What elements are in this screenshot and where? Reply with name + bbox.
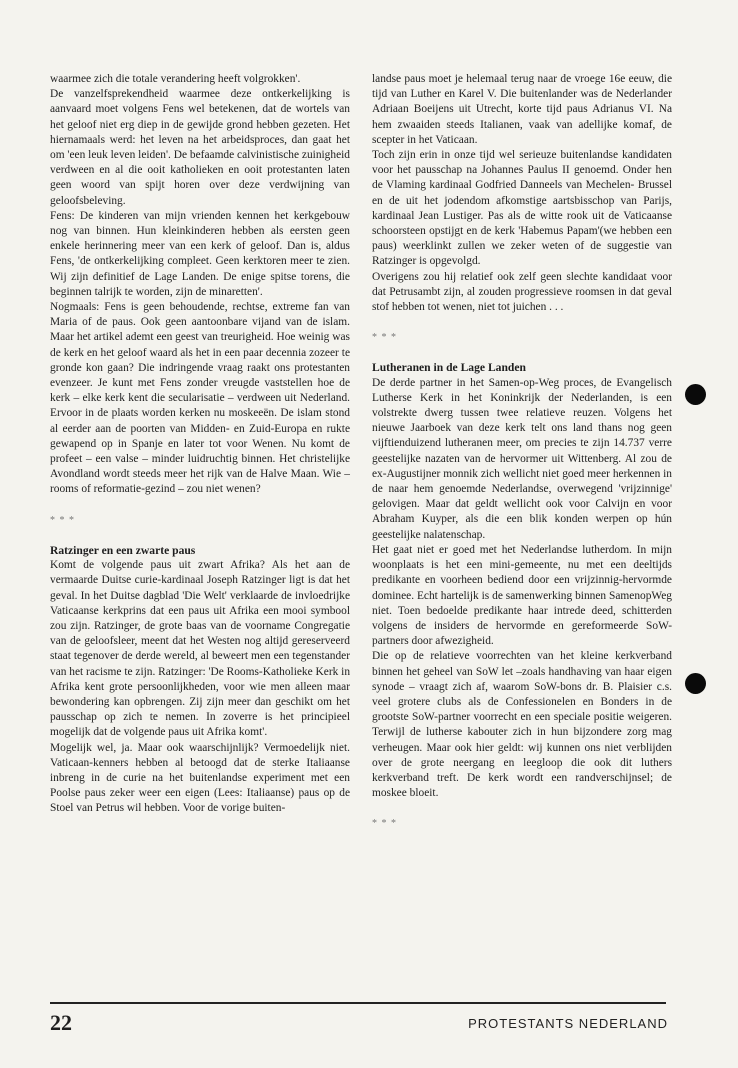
- paragraph: Nogmaals: Fens is geen behoudende, rechtse, extreme fan van Maria of de paus. Ook geen aantoonbare vijand van de islam. Maar het artikel ademt een geest van treurigheid. Hoe weinig was de kerk en het geloof waard als het in een paar decennia zozeer te gronde kon gaan? Die indringende vraag raakt ons protestanten evenzeer. Je kunt met Fens zonder vreugde vaststellen hoe de kerk – elke kerk kent die secularisatie – verdween uit Nederland. Ervoor in de plaats worden kerken nu moskeeën. De islam stond al eerder aan de poorten van Midden- en Zuid-Europa en rukte gewapend op in Spanje en later tot voor Wenen. Nu komt de profeet – een valse – minder luidruchtig binnen. Het christelijke Avondland wordt steeds meer het rijk van de Halve Maan. Wie – rooms of reformatie-gezind – zou niet wenen?: [50, 301, 350, 496]
- paragraph: landse paus moet je helemaal terug naar de vroege 16e eeuw, die tijd van Luther en Karel V. Die buitenlander was de Nederlander Adriaan Boeijens uit Utrecht, korte tijd paus Adrianus VI. Na hem zwaaiden steeds Italianen, vaak van adellijke komaf, de scepter in het Vaticaan.: [372, 73, 672, 146]
- section-separator: * * *: [50, 514, 75, 526]
- page-number: 22: [50, 1010, 72, 1035]
- paragraph: Toch zijn erin in onze tijd wel serieuze buitenlandse kandidaten voor het pausschap na Johannes Paulus II genoemd. Onder hen de Vlaming kardinaal Godfried Danneels van Mechelen- Brussel en de uit het jodendom afkomstige aartsbisschop van Parijs, kardinaal Jean Lustiger. Pas als de witte rook uit de Vaticaanse schoorsteen opstijgt en de kerk 'Habemus Papam'(we hebben een paus) weerklinkt zullen we zeker weten of de suggestie van Ratzinger is opgevolgd.: [372, 149, 672, 268]
- paragraph: De vanzelfsprekendheid waarmee deze ontkerkelijking is aanvaard moet volgens Fens wel betekenen, dat de wortels van het geloof niet erg diep in de gewijde grond hebben gezeten. Het hiernamaals werd: het leven na het arbeidsproces, dan gaat het om 'een leuk leven leiden'. De befaamde calvinistische zuinigheid verdween en al die ooit katholieken en ooit protestanten laten geen woord van spijt horen over deze verdwijning van geloofsbeleving.: [50, 88, 350, 207]
- right-column: [372, 72, 672, 832]
- paragraph: Overigens zou hij relatief ook zelf geen slechte kandidaat voor dat Petrusambt zijn, al zouden progressieve roomsen in dat geval stof hebben tot wenen, niet tot juichen . . .: [372, 270, 672, 314]
- section-separator: * * *: [372, 332, 397, 344]
- paragraph: Mogelijk wel, ja. Maar ook waarschijnlijk? Vermoedelijk niet. Vaticaan-kenners hebben al betoogd dat de sterke Italiaanse inbreng in de curie na het buitenlandse experiment met een Poolse paus zeker weer een eigen (Lees: Italiaanse) paus op de Stoel van Petrus wil hebben. Voor de vorige buiten-: [50, 741, 350, 815]
- binder-hole-icon: [685, 384, 706, 405]
- paragraph: waarmee zich die totale verandering heeft volgrokken'.: [50, 73, 301, 85]
- paragraph: De derde partner in het Samen-op-Weg proces, de Evangelisch Lutherse Kerk in het Koninkrijk der Nederlanden, is een volstrekte dwerg tussen twee relatieve reuzen. Volgens het nieuwe Jaarboek van deze kerk telt ons land thans nog geen vijftienduizend lutheranen meer, om precies te zijn 14.737 verre geestelijke nazaten van de hervormer uit Wittenberg. Al zou de ex-Augustijner monnik zich wellicht niet goed meer herkennen in de naar hem genoemde Nederlandse, overwegend 'vrijzinnige' gelovigen. Maar dat geldt wellicht ook voor Calvijn en voor Abraham Kuyper, als die een blik konden werpen op hún geestelijke nalatenschap.: [372, 376, 672, 541]
- left-column: [50, 72, 350, 817]
- paragraph: Het gaat niet er goed met het Nederlandse lutherdom. In mijn woonplaats is het een mini-gemeente, nu met een deeltijds predikante en voorheen bediend door een vrijzinnig-hervormde dominee. Echt hartelijk is de samenwerking binnen SamenopWeg niet. Toen bedoelde predikante haar intrede deed, schitterden volgens de insiders de hervormde en gereformeerde SoW-partners door afwezigheid.: [372, 543, 672, 648]
- footer-divider: [50, 1002, 666, 1004]
- publication-name: PROTESTANTS NEDERLAND: [468, 1016, 668, 1031]
- section-heading: Lutheranen in de Lage Landen: [372, 361, 526, 375]
- binder-hole-icon: [685, 673, 706, 694]
- section-separator: * * *: [372, 818, 397, 830]
- section-heading: Ratzinger en een zwarte paus: [50, 543, 196, 557]
- paragraph: Komt de volgende paus uit zwart Afrika? Als het aan de vermaarde Duitse curie-kardinaal Joseph Ratzinger ligt is dat het geval. In het Duitse dagblad 'Die Welt' verklaarde de invloedrijke Vaticaanse kerkprins dat een paus uit Afrika een mooi symbool zou zijn. Ratzinger, de grote baas van de voorname Congregatie van de geloofsleer, meent dat het Westen nog altijd gereserveerd staat tegenover de derde wereld, al beweert men een tegenstander van het racisme te zijn. Ratzinger: 'De Rooms-Katholieke Kerk in Afrika kent grote persoonlijkheden, voor wie men alleen maar bewondering kan opbrengen. Zij zijn meer dan geschikt om het pausschap op zich te nemen. In zoverre is het principieel mogelijk dat de volgende paus uit Afrika komt'.: [50, 559, 351, 739]
- paragraph: Fens: De kinderen van mijn vrienden kennen het kerkgebouw nog van binnen. Hun kleinkinderen hebben als eersten geen enkele herinnering meer van een kerk of geloof. Dan is, aldus Fens, 'de ontkerkelijking compleet. Geen kerktoren meer te zien. Wij zijn definitief de Lage Landen. De enige spitse torens, die beginnen talrijk te worden, zijn de minaretten'.: [50, 209, 350, 298]
- paragraph: Die op de relatieve voorrechten van het kleine kerkverband binnen het geheel van SoW let –zoals handhaving van haar eigen synode – vraagt zich af, waarom SoW-bons dr. B. Plaisier c.s. veel grotere clubs als de Confessionelen en Bonders in de grootste SoW-partner voorrecht en een speciale positie weigeren. Terwijl de lutherse kabouter zich in hun bijzondere zorg mag verheugen. Maar ook hier geldt: wij kunnen ons niet verblijden over de grote neergang en leegloop die ook dit luthers kerkverband treft. De kerk wordt een randverschijnsel; de moskee bloeit.: [372, 650, 672, 800]
